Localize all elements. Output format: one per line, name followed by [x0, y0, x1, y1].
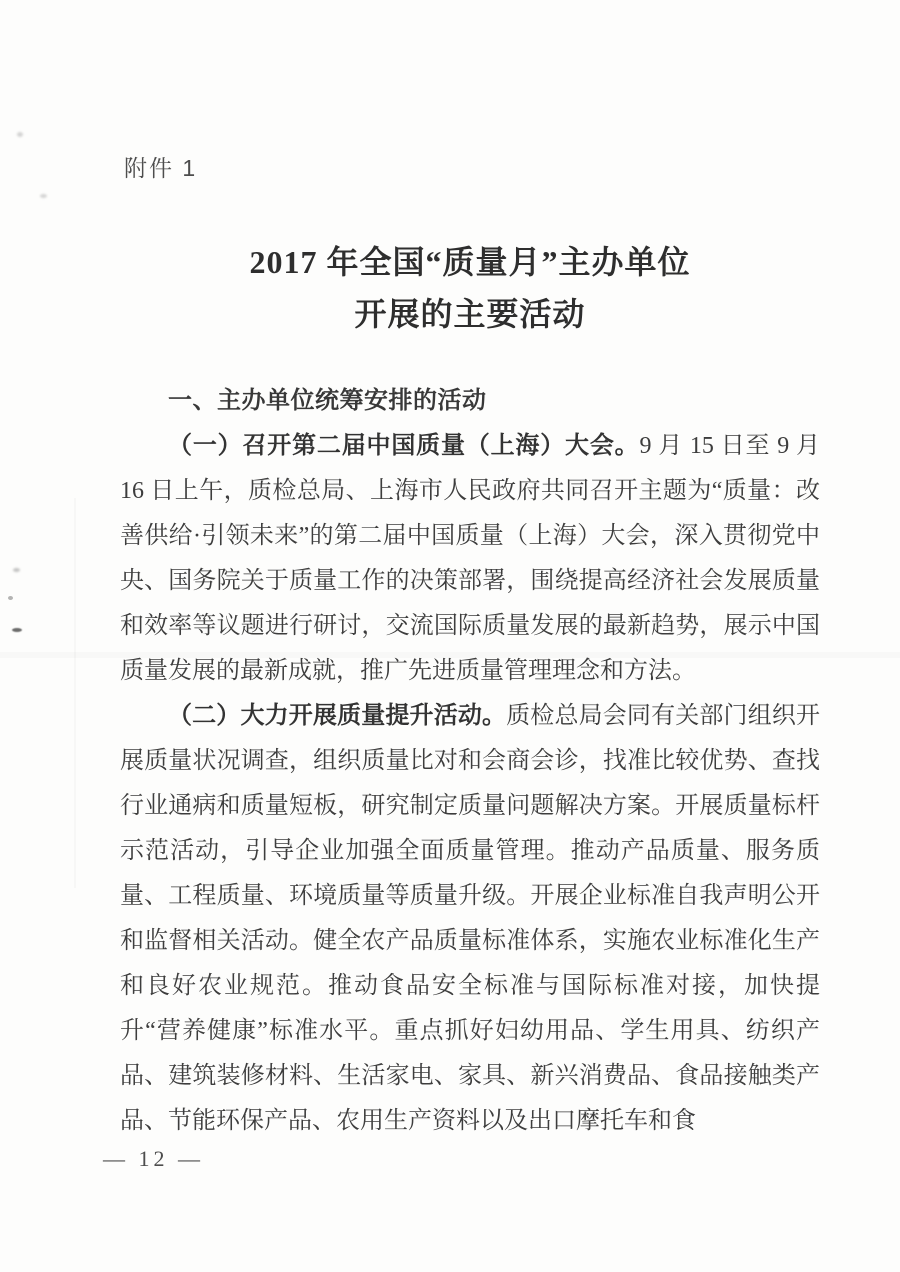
paragraph-1: [120, 424, 820, 694]
section-heading: 一、主办单位统筹安排的活动: [168, 387, 487, 414]
paragraph-2-lead: （二）大力开展质量提升活动。: [168, 703, 507, 729]
paragraph-1-lead: （一）召开第二届中国质量（上海）大会。: [168, 433, 640, 459]
paragraph-2: [120, 694, 820, 1144]
document-body: [120, 424, 820, 1144]
scan-artifact-speck: [12, 628, 22, 632]
document-title: [120, 236, 820, 340]
scan-artifact-band: [74, 498, 76, 888]
paragraph-1-text: 9 月 15 日至 9 月 16 日上午，质检总局、上海市人民政府共同召开主题为“质量：改善供给·引领未来”的第二届中国质量（上海）大会，深入贯彻党中央、国务院关于质量工作的决策部署，围绕提高经济社会发展质量和效率等议题进行研讨，交流国际质量发展的最新趋势，展示中国质量发展的最新成就，推广先进质量管理理念和方法。: [120, 433, 821, 684]
scan-artifact-speck: [13, 568, 20, 572]
scan-artifact-speck: [17, 132, 23, 137]
scan-artifact-speck: [8, 596, 13, 600]
document-title-line-1: 2017 年全国“质量月”主办单位: [249, 244, 691, 280]
paragraph-2-text: 质检总局会同有关部门组织开展质量状况调查，组织质量比对和会商会诊，找准比较优势、查找行业通病和质量短板，研究制定质量问题解决方案。开展质量标杆示范活动，引导企业加强全面质量管理。推动产品质量、服务质量、工程质量、环境质量等质量升级。开展企业标准自我声明公开和监督相关活动。健全农产品质量标准体系，实施农业标准化生产和良好农业规范。推动食品安全标准与国际标准对接，加快提升“营养健康”标准水平。重点抓好妇幼用品、学生用具、纺织产品、建筑装修材料、生活家电、家具、新兴消费品、食品接触类产品、节能环保产品、农用生产资料以及出口摩托车和食: [120, 703, 821, 1134]
document-title-line-2: 开展的主要活动: [354, 296, 586, 332]
page-number: — 12 —: [103, 1146, 204, 1171]
attachment-label: 附件 1: [124, 155, 198, 181]
scan-artifact-speck: [40, 194, 47, 198]
